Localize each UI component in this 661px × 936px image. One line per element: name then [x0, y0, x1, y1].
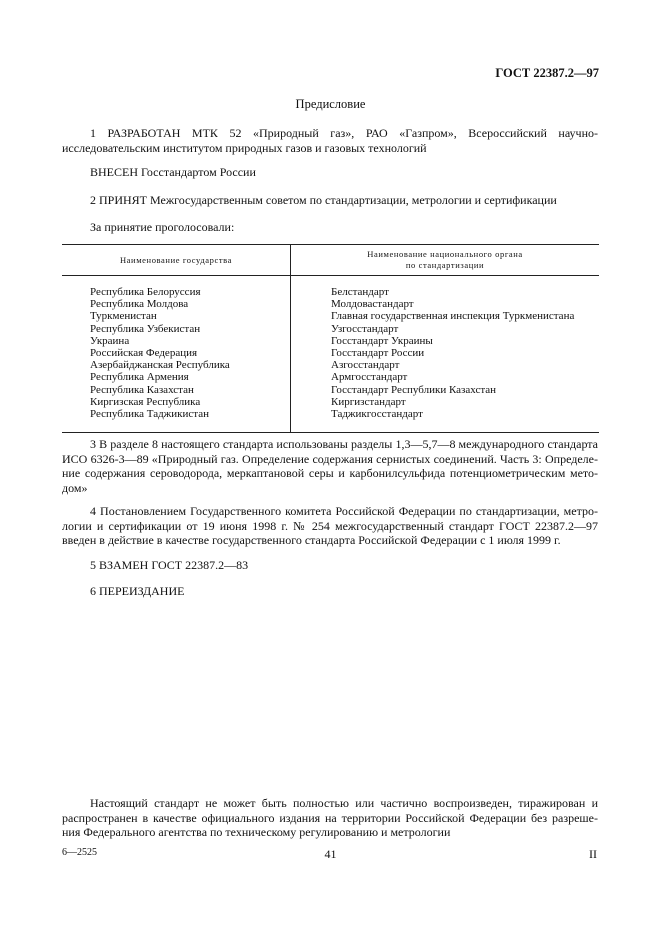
list-item: Республика Таджикистан [90, 408, 209, 421]
header-national-body-line-2: по стандартизации [405, 260, 485, 270]
list-item: Госстандарт России [331, 347, 425, 360]
introduced-by: ВНЕСЕН Госстандартом России [90, 165, 256, 179]
copyright-notice-line-1: Настоящий стандарт не может быть полностью или частично воспроизведен, тиражирован и [90, 796, 598, 810]
page-title: Предисловие [295, 97, 366, 111]
page-number: 41 [324, 847, 337, 861]
list-item: Таджикгосстандарт [331, 408, 423, 421]
paragraph-5: 5 ВЗАМЕН ГОСТ 22387.2—83 [90, 558, 249, 572]
list-item: Узгосстандарт [331, 322, 399, 335]
paragraph-3-line-4: дом» [62, 480, 88, 495]
header-state: Наименование государства [62, 245, 291, 276]
state-column [62, 276, 291, 433]
list-item: Республика Молдова [90, 298, 189, 311]
paragraph-3-line-1: 3 В разделе 8 настоящего стандарта использованы разделы 1,3—5,7—8 международного стандарта [90, 437, 598, 451]
list-item: Белстандарт [331, 286, 389, 298]
list-item: Госстандарт Республики Казахстан [331, 383, 497, 396]
voting-table-header [62, 245, 599, 276]
list-item: Киргизская Республика [90, 395, 201, 408]
list-item: Киргизстандарт [331, 395, 406, 408]
list-item: Республика Армения [90, 371, 189, 384]
voted-label: За принятие проголосовали: [90, 220, 235, 234]
list-item: Туркменистан [90, 310, 157, 323]
list-item: Республика Казахстан [90, 383, 194, 396]
roman-page-number: II [589, 847, 597, 861]
paragraph-4-line-2: логии и сертификации от 19 июня 1998 г. № 254 межгосударственный стандарт ГОСТ 22387.2—97 [62, 518, 598, 533]
list-item: Республика Узбекистан [90, 322, 201, 335]
list-item: Госстандарт Украины [331, 334, 433, 347]
paragraph-4-line-1: 4 Постановлением Государственного комитета Российской Федерации по стандартизации, метро- [90, 504, 598, 518]
print-order-number: 6—2525 [62, 847, 97, 858]
paragraph-3-line-3: ние содержания сероводорода, меркаптановой серы и карбонилсульфида потенциометрическим мето- [62, 466, 598, 480]
paragraph-4 [62, 504, 598, 548]
list-item: Армгосстандарт [331, 371, 408, 384]
list-item: Республика Белоруссия [90, 286, 201, 298]
header-national-body-line-1: Наименование национального органа [367, 249, 523, 259]
voting-table [62, 244, 599, 433]
list-item: Азербайджанская Республика [90, 359, 230, 372]
document-code: ГОСТ 22387.2—97 [495, 66, 599, 80]
list-item: Российская Федерация [90, 347, 198, 360]
copyright-notice-line-2: распространен в качестве официального издания на территории Российской Федерации без разреше- [62, 810, 598, 825]
copyright-notice-line-3: ния Федерального агентства по техническому регулированию и метрологии [62, 825, 451, 839]
paragraph-3-line-2: ИСО 6326-3—89 «Природный газ. Определение содержания сернистых соединений. Часть 3: Определе- [62, 451, 598, 466]
copyright-notice [62, 796, 598, 840]
list-item: Украина [90, 334, 130, 347]
paragraph-1-line-2: исследовательским институтом природных газов и газовых технологий [62, 140, 427, 155]
paragraph-6: 6 ПЕРЕИЗДАНИЕ [90, 584, 185, 598]
list-item: Молдовастандарт [331, 298, 414, 311]
paragraph-1 [62, 126, 598, 155]
paragraph-1-line-1: 1 РАЗРАБОТАН МТК 52 «Природный газ», РАО «Газпром», Всероссийский научно- [90, 126, 598, 140]
national-body-column [291, 276, 600, 433]
paragraph-4-line-3: введен в действие в качестве государственного стандарта Российской Федерации с 1 июля 1999 г. [62, 533, 561, 547]
list-item: Главная государственная инспекция Туркменистана [331, 310, 575, 323]
paragraph-3 [62, 437, 598, 495]
list-item: Азгосстандарт [331, 359, 400, 372]
paragraph-2: 2 ПРИНЯТ Межгосударственным советом по стандартизации, метрологии и сертификации [90, 193, 557, 207]
header-national-body [291, 245, 600, 276]
